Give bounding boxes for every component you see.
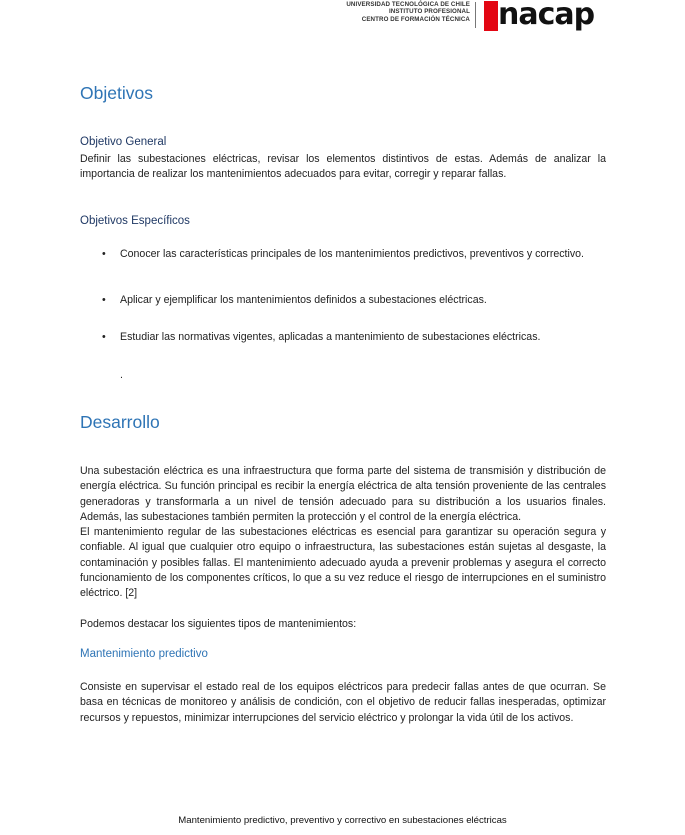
objetivo-general-text: Definir las subestaciones eléctricas, revisar los elementos distintivos de estas. Además de analizar la importancia de realizar los mantenimientos adecuados para evitar, corregir y reparar fallas. <box>80 153 606 181</box>
mantenimiento-predictivo-text: Consiste en supervisar el estado real de los equipos eléctricos para predecir fallas antes de que ocurran. Se basa en técnicas de monitoreo y análisis de condición, con el objetivo de reducir fallas inesperadas, optimizar recursos y repuestos, minimizar interrupciones del servicio eléctrico y prolongar la vida útil de los activos. <box>80 681 606 724</box>
trailing-mark: . <box>120 369 123 381</box>
logo-divider <box>475 2 476 28</box>
list-item-text: Estudiar las normativas vigentes, aplicadas a mantenimiento de subestaciones eléctricas. <box>120 331 541 343</box>
heading-mantenimiento-predictivo: Mantenimiento predictivo <box>80 648 208 660</box>
list-item-text: Conocer las características principales de los mantenimientos predictivos, preventivos y correctivo. <box>120 248 584 260</box>
bullet-icon: • <box>102 248 106 260</box>
tipos-intro-text: Podemos destacar los siguientes tipos de mantenimientos: <box>80 618 357 630</box>
desarrollo-paragraph-2: El mantenimiento regular de las subestaciones eléctricas es esencial para garantizar su operación segura y confiable. Al igual que cualquier otro equipo o infraestructura, las subestaciones están sujetas al desgaste, la contaminación y posibles fallas. El mantenimiento adecuado ayuda a prevenir problemas y asegura el correcto funcionamiento de los componentes críticos, lo que a su vez reduce el riesgo de interrupciones en el suministro eléctrico. [2] <box>80 526 606 600</box>
page-footer: Mantenimiento predictivo, preventivo y correctivo en subestaciones eléctricas <box>178 815 507 826</box>
header-logo <box>340 0 620 36</box>
section-title-desarrollo: Desarrollo <box>80 412 160 432</box>
institution-lines <box>346 1 470 23</box>
institution-line: UNIVERSIDAD TECNOLÓGICA DE CHILE <box>346 1 470 8</box>
inacap-logo-mark <box>484 1 498 31</box>
bullet-icon: • <box>102 331 106 343</box>
list-item-text: Aplicar y ejemplificar los mantenimientos definidos a subestaciones eléctricas. <box>120 294 487 306</box>
desarrollo-paragraph-1: Una subestación eléctrica es una infraestructura que forma parte del sistema de transmisión y distribución de energía eléctrica. Su función principal es recibir la energía eléctrica de alta tensión proveniente de las centrales generadoras y transformarla a un nivel de tensión adecuado para su distribución a los usuarios finales. Además, las subestaciones también permiten la protección y el control de la energía eléctrica. <box>80 465 606 523</box>
institution-line: INSTITUTO PROFESIONAL <box>388 8 470 16</box>
bullet-icon: • <box>102 294 106 306</box>
heading-objetivo-general: Objetivo General <box>80 136 167 148</box>
heading-objetivos-especificos: Objetivos Específicos <box>80 215 190 227</box>
section-title-objetivos: Objetivos <box>80 83 153 103</box>
inacap-logo-text: nacap <box>498 0 595 32</box>
institution-line: CENTRO DE FORMACIÓN TÉCNICA <box>361 15 470 23</box>
